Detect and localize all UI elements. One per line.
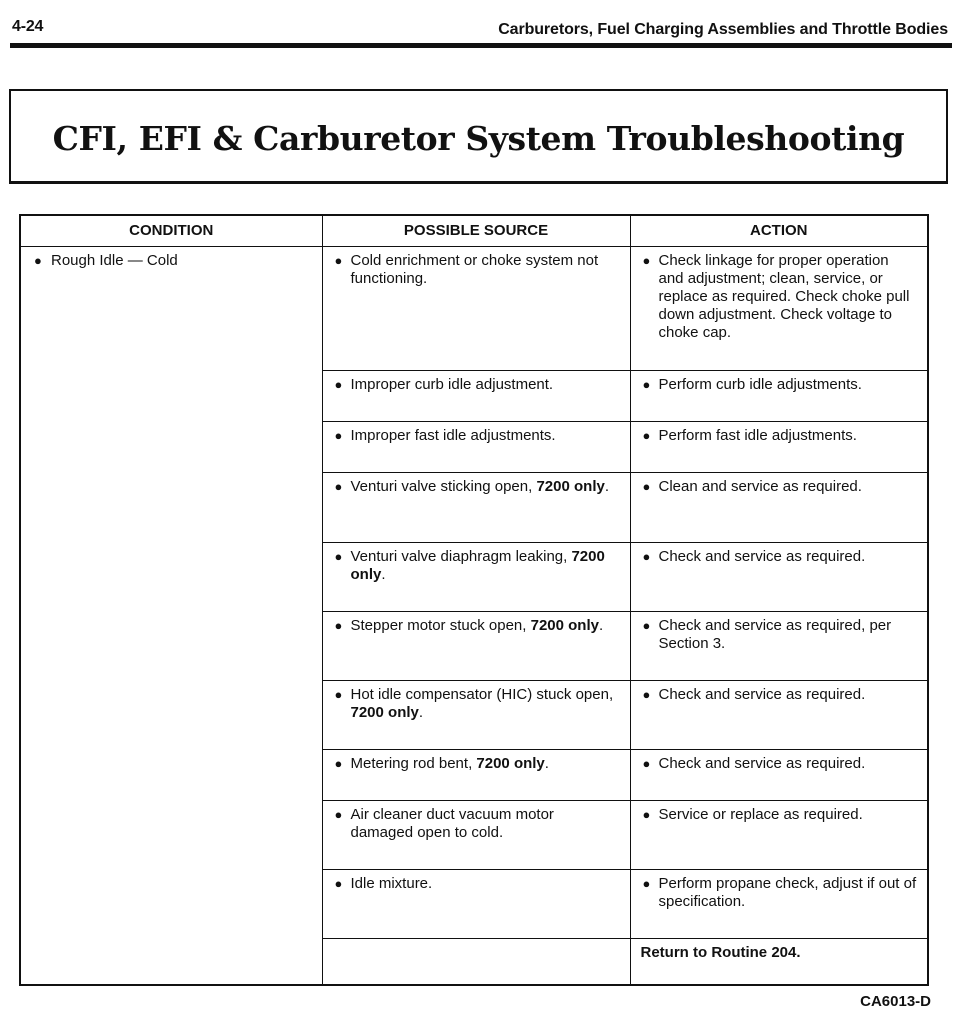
- routine-reference: Return to Routine 204.: [640, 944, 801, 961]
- source-model-note: 7200 only: [350, 548, 605, 583]
- possible-source-text: Venturi valve sticking open,: [350, 478, 537, 495]
- action-cell: [630, 801, 928, 870]
- action-cell: [630, 473, 928, 543]
- source-model-note: 7200 only: [530, 617, 599, 634]
- bullet-icon: ●: [334, 428, 343, 443]
- bullet-icon: ●: [334, 377, 343, 392]
- source-model-note: 7200 only: [476, 755, 545, 772]
- possible-source-cell: [322, 870, 630, 939]
- source-text-tail: .: [544, 755, 549, 772]
- action-cell: [630, 371, 928, 422]
- bullet-icon: ●: [642, 807, 651, 822]
- source-model-note: 7200 only: [350, 704, 419, 721]
- bullet-icon: ●: [642, 756, 651, 771]
- bullet-icon: ●: [642, 428, 651, 443]
- column-header-condition: CONDITION: [20, 215, 322, 247]
- action-text: Service or replace as required.: [658, 806, 863, 823]
- table-body: [20, 247, 928, 985]
- possible-source-cell: [322, 473, 630, 543]
- action-cell: [630, 422, 928, 473]
- source-model-note: 7200 only: [536, 478, 605, 495]
- action-text: Check and service as required, per Section 3.: [658, 617, 892, 652]
- possible-source-cell: [322, 681, 630, 750]
- bullet-icon: ●: [642, 549, 651, 564]
- bullet-icon: ●: [334, 479, 343, 494]
- troubleshooting-table: [19, 214, 929, 986]
- bullet-icon: ●: [334, 687, 343, 702]
- page-title: CFI, EFI & Carburetor System Troubleshooting: [52, 118, 905, 158]
- action-cell: [630, 247, 928, 371]
- bullet-icon: ●: [334, 756, 343, 771]
- condition-text: Rough Idle — Cold: [51, 252, 178, 269]
- bullet-icon: ●: [334, 618, 343, 633]
- bullet-icon: ●: [334, 876, 343, 891]
- routine-action-cell: [630, 939, 928, 985]
- bullet-icon: ●: [334, 807, 343, 822]
- bullet-icon: ●: [642, 253, 651, 268]
- running-head: Carburetors, Fuel Charging Assemblies and Throttle Bodies: [498, 21, 948, 38]
- action-cell: [630, 612, 928, 681]
- possible-source-text: Air cleaner duct vacuum motor damaged open to cold.: [350, 806, 554, 841]
- action-cell: [630, 543, 928, 612]
- source-text-tail: .: [381, 566, 386, 583]
- action-text: Perform fast idle adjustments.: [658, 427, 857, 444]
- action-text: Check and service as required.: [658, 548, 866, 565]
- possible-source-cell: [322, 543, 630, 612]
- bullet-icon: ●: [642, 479, 651, 494]
- source-text-tail: .: [418, 704, 424, 721]
- action-text: Check linkage for proper operation and adjustment; clean, service, or replace as required. Check choke pull down adjustment. Check voltage to choke cap.: [658, 252, 910, 341]
- table-header-row: [20, 215, 928, 247]
- possible-source-cell: [322, 422, 630, 473]
- possible-source-text: Improper curb idle adjustment.: [350, 376, 554, 393]
- possible-source-text: Cold enrichment or choke system not functioning.: [350, 252, 599, 287]
- possible-source-text: Stepper motor stuck open,: [350, 617, 531, 634]
- possible-source-text: Idle mixture.: [350, 875, 433, 892]
- column-header-action: ACTION: [630, 215, 928, 247]
- action-text: Check and service as required.: [658, 686, 866, 703]
- possible-source-cell: [322, 801, 630, 870]
- action-cell: [630, 681, 928, 750]
- action-text: Check and service as required.: [658, 755, 866, 772]
- page-number: 4-24: [12, 18, 44, 35]
- possible-source-text: Hot idle compensator (HIC) stuck open,: [350, 686, 614, 703]
- possible-source-cell: [322, 371, 630, 422]
- action-text: Perform curb idle adjustments.: [658, 376, 862, 393]
- column-header-possible-source: POSSIBLE SOURCE: [322, 215, 630, 247]
- bullet-icon: ●: [334, 253, 343, 268]
- source-text-tail: .: [604, 478, 609, 495]
- action-cell: [630, 750, 928, 801]
- possible-source-text: Improper fast idle adjustments.: [350, 427, 556, 444]
- figure-code: CA6013-D: [860, 993, 931, 1010]
- possible-source-text: Venturi valve diaphragm leaking,: [350, 548, 572, 565]
- action-text: Perform propane check, adjust if out of specification.: [658, 875, 917, 910]
- action-cell: [630, 870, 928, 939]
- bullet-icon: ●: [34, 253, 42, 268]
- possible-source-cell: [322, 247, 630, 371]
- bullet-icon: ●: [642, 618, 651, 633]
- bullet-icon: ●: [642, 687, 651, 702]
- bullet-icon: ●: [642, 876, 651, 891]
- bullet-icon: ●: [334, 549, 343, 564]
- possible-source-text: Metering rod bent,: [350, 755, 477, 772]
- table-row: [20, 247, 928, 371]
- bullet-icon: ●: [642, 377, 651, 392]
- source-text-tail: .: [598, 617, 604, 634]
- possible-source-cell-empty: [322, 939, 630, 985]
- possible-source-cell: [322, 750, 630, 801]
- header-rule: [10, 43, 952, 48]
- action-text: Clean and service as required.: [658, 478, 862, 495]
- condition-cell: [20, 247, 322, 985]
- title-box: [9, 89, 948, 184]
- possible-source-cell: [322, 612, 630, 681]
